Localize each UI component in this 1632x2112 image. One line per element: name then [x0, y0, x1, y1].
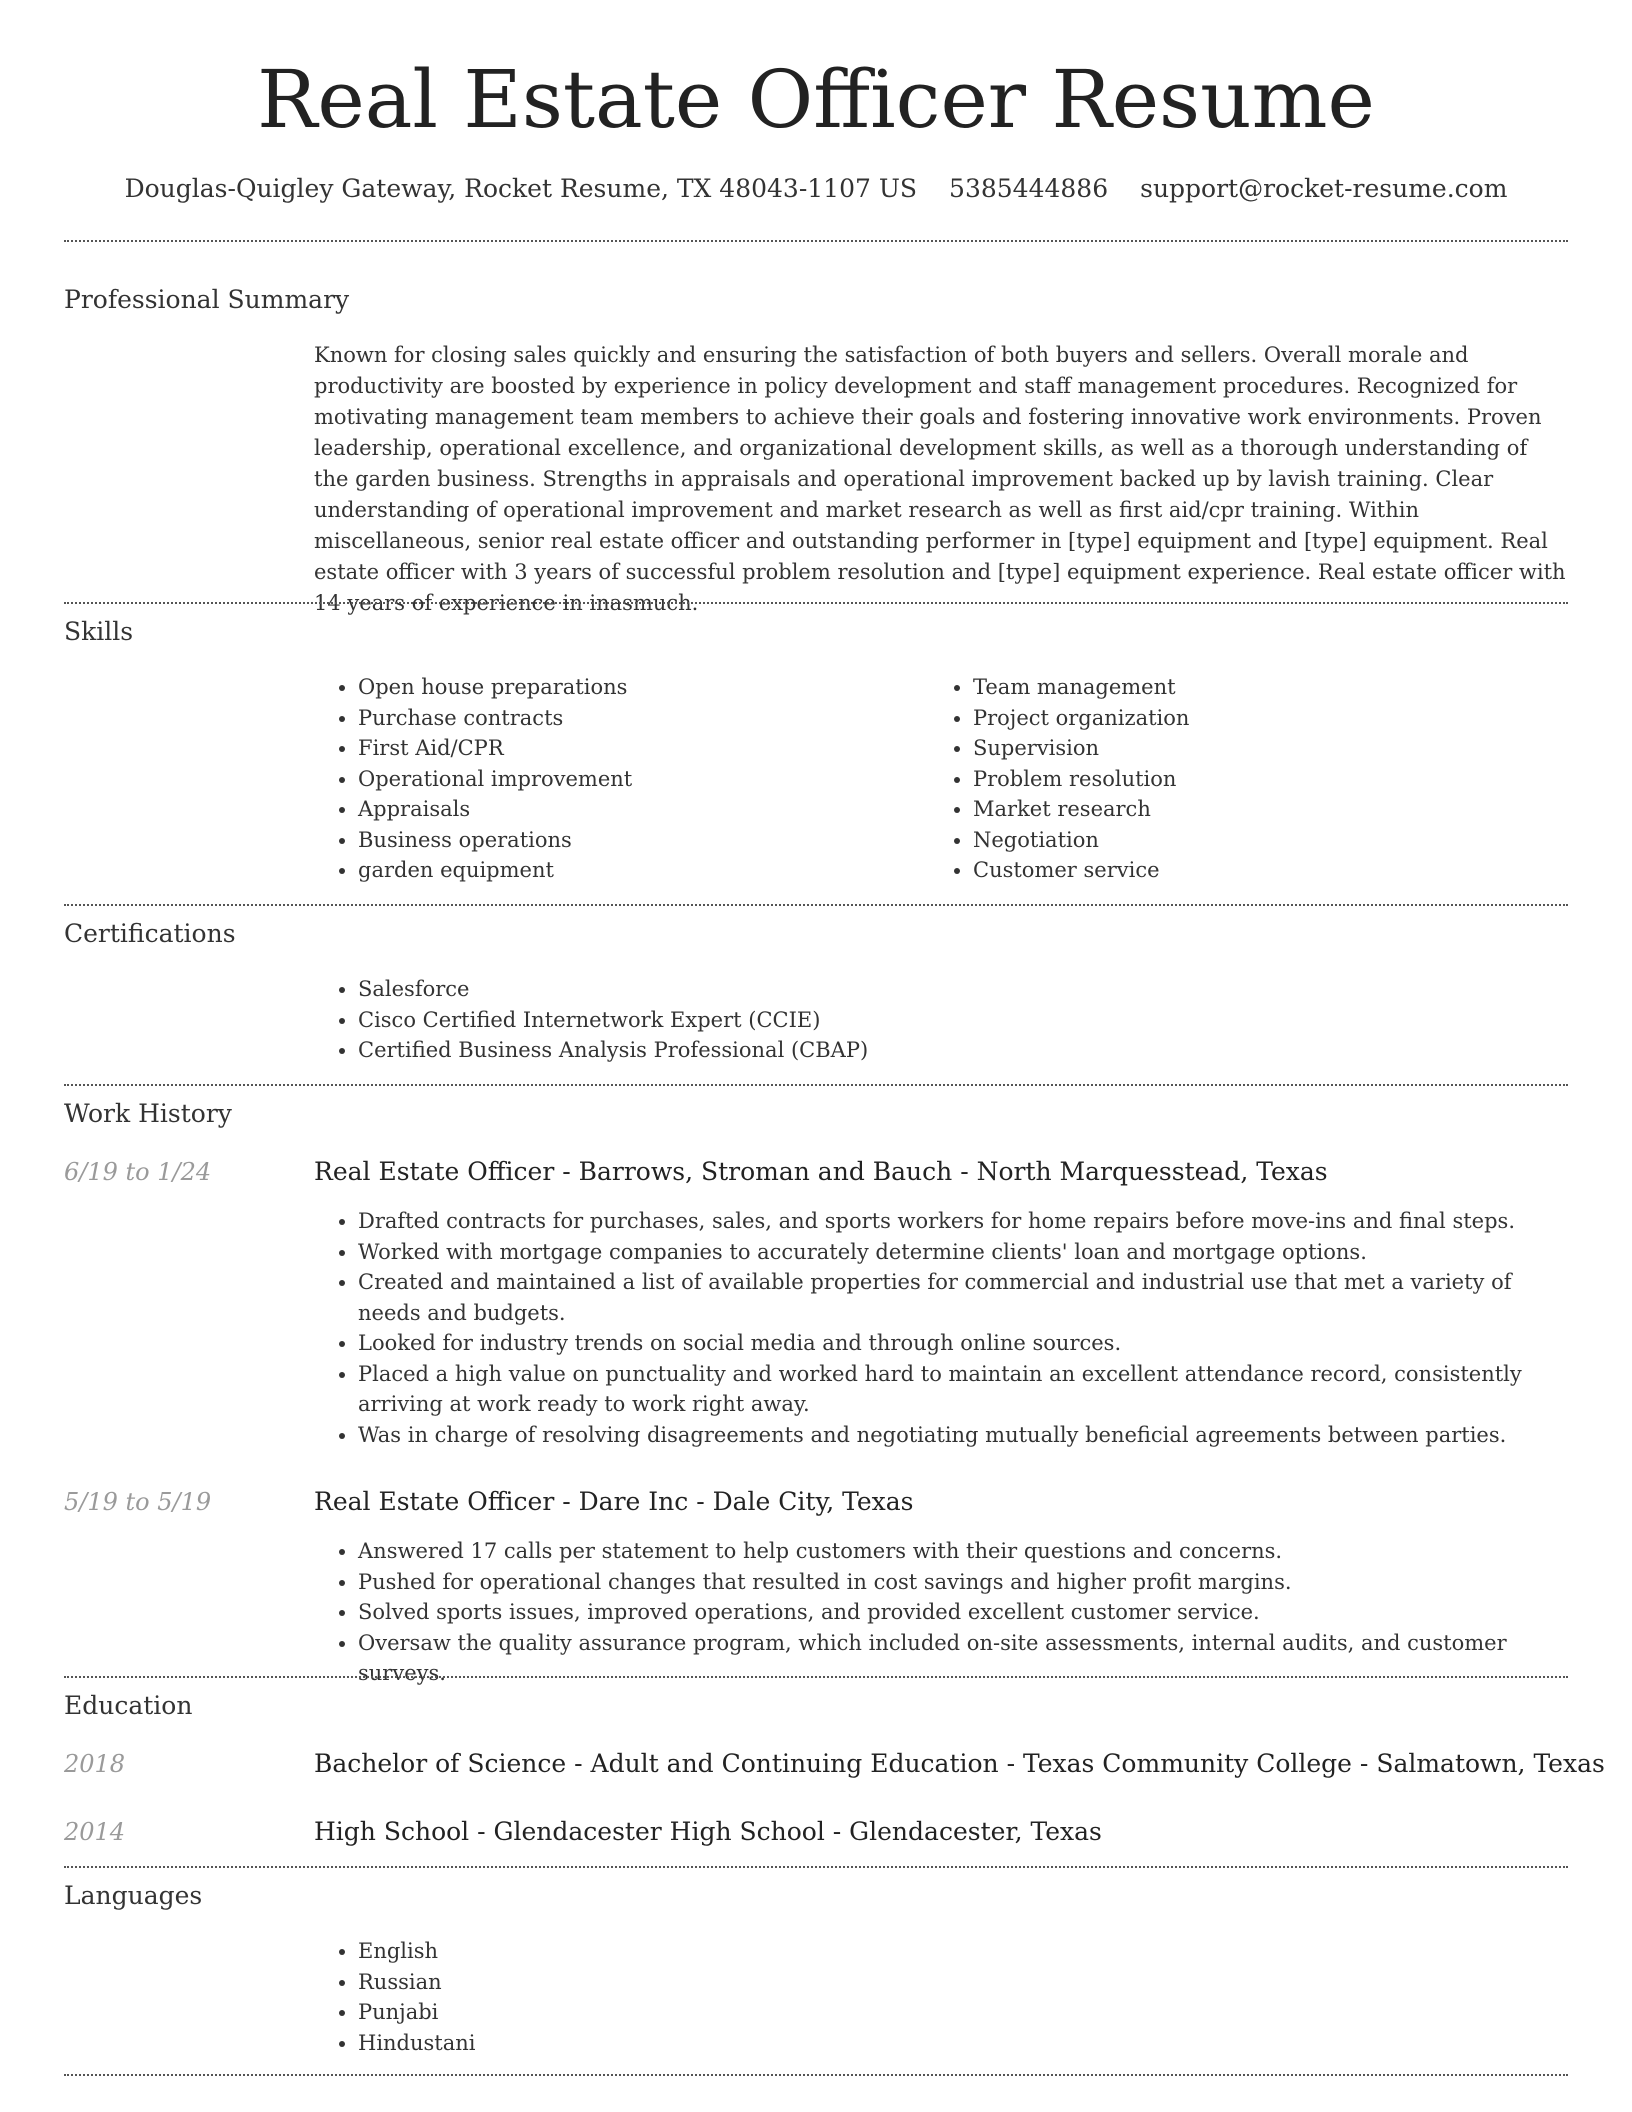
- skill-item: • Appraisals: [358, 794, 914, 825]
- divider: [64, 2074, 1568, 2076]
- certifications-heading: Certifications: [64, 919, 236, 948]
- resume-title: Real Estate Officer Resume: [257, 53, 1375, 146]
- divider: [64, 904, 1568, 906]
- certification-item: • Cisco Certified Internetwork Expert (CCIE): [358, 1005, 1568, 1036]
- education-heading: Education: [64, 1691, 193, 1720]
- job-bullet: • Looked for industry trends on social media and through online sources.: [358, 1328, 1568, 1359]
- summary-heading: Professional Summary: [64, 285, 350, 314]
- job-bullet: • Solved sports issues, improved operations, and provided excellent customer service.: [358, 1597, 1568, 1628]
- skills-left: [314, 672, 914, 886]
- skill-item: • Customer service: [973, 855, 1529, 886]
- work-heading: Work History: [64, 1099, 232, 1128]
- skill-item: • Project organization: [973, 703, 1529, 734]
- job-bullet: • Oversaw the quality assurance program, which included on-site assessments, internal audits, and customer surveys.: [358, 1628, 1568, 1689]
- skills-heading: Skills: [64, 617, 134, 646]
- education-year: 2014: [64, 1818, 126, 1846]
- certifications-list: [314, 974, 1568, 1066]
- summary-text: Known for closing sales quickly and ensuring the satisfaction of both buyers and sellers. Overall morale and productivity are boosted by experience in policy development and staff management procedures. Recognized for motivating management team members to achieve their goals and fostering innovative work environments. Proven leadership, operational excellence, and organizational development skills, as well as a thorough understanding of the garden business. Strengths in appraisals and operational improvement backed up by lavish training. Clear understanding of operational improvement and market research as well as first aid/cpr training. Within miscellaneous, senior real estate officer and outstanding performer in [type] equipment and [type] equipment. Real estate officer with 3 years of successful problem resolution and [type] equipment experience. Real estate officer with 14 years of experience in inasmuch.: [314, 343, 1566, 615]
- skill-item: • Market research: [973, 794, 1529, 825]
- job-bullet: • Pushed for operational changes that resulted in cost savings and higher profit margins.: [358, 1567, 1568, 1598]
- job-bullets: [314, 1536, 1568, 1689]
- skill-item: • garden equipment: [358, 855, 914, 886]
- skill-item: • Business operations: [358, 825, 914, 856]
- contact-phone: 5385444886: [949, 174, 1109, 203]
- language-item: • Punjabi: [358, 1997, 1568, 2028]
- contact-line: [0, 172, 1632, 206]
- education-entry: High School - Glendacester High School - Glendacester, Texas: [314, 1817, 1102, 1846]
- job-bullet: • Was in charge of resolving disagreements and negotiating mutually beneficial agreements between parties.: [358, 1420, 1568, 1451]
- language-item: • Hindustani: [358, 2028, 1568, 2059]
- skill-item: • Supervision: [973, 733, 1529, 764]
- divider: [64, 1866, 1568, 1868]
- skill-item: • First Aid/CPR: [358, 733, 914, 764]
- language-item: • Russian: [358, 1967, 1568, 1998]
- job-bullet: • Created and maintained a list of available properties for commercial and industrial use that met a variety of needs and budgets.: [358, 1267, 1568, 1328]
- certification-item: • Salesforce: [358, 974, 1568, 1005]
- contact-email[interactable]: support@rocket-resume.com: [1140, 174, 1508, 203]
- divider: [64, 1676, 1568, 1678]
- skill-item: • Purchase contracts: [358, 703, 914, 734]
- certification-item: • Certified Business Analysis Professional (CBAP): [358, 1035, 1568, 1066]
- education-year: 2018: [64, 1750, 126, 1778]
- job-dates: 5/19 to 5/19: [64, 1488, 212, 1516]
- job-title: Real Estate Officer - Barrows, Stroman and Bauch - North Marquesstead, Texas: [314, 1157, 1328, 1186]
- skills-right: [929, 672, 1529, 886]
- languages-list: [314, 1936, 1568, 2058]
- job-bullet: • Placed a high value on punctuality and worked hard to maintain an excellent attendance record, consistently arriving at work ready to work right away.: [358, 1359, 1568, 1420]
- divider: [64, 240, 1568, 242]
- language-item: • English: [358, 1936, 1568, 1967]
- job-title: Real Estate Officer - Dare Inc - Dale City, Texas: [314, 1487, 914, 1516]
- skill-item: • Open house preparations: [358, 672, 914, 703]
- job-dates: 6/19 to 1/24: [64, 1158, 212, 1186]
- languages-heading: Languages: [64, 1881, 203, 1910]
- skill-item: • Team management: [973, 672, 1529, 703]
- job-bullet: • Worked with mortgage companies to accurately determine clients' loan and mortgage options.: [358, 1237, 1568, 1268]
- contact-address: Douglas-Quigley Gateway, Rocket Resume, TX 48043-1107 US: [124, 174, 918, 203]
- skill-item: • Negotiation: [973, 825, 1529, 856]
- skill-item: • Operational improvement: [358, 764, 914, 795]
- job-bullets: [314, 1206, 1568, 1450]
- education-entry: Bachelor of Science - Adult and Continuing Education - Texas Community College - Salmatown, Texas: [314, 1749, 1605, 1778]
- job-bullet: • Drafted contracts for purchases, sales, and sports workers for home repairs before move-ins and final steps.: [358, 1206, 1568, 1237]
- skill-item: • Problem resolution: [973, 764, 1529, 795]
- divider: [64, 602, 1568, 604]
- job-bullet: • Answered 17 calls per statement to help customers with their questions and concerns.: [358, 1536, 1568, 1567]
- divider: [64, 1084, 1568, 1086]
